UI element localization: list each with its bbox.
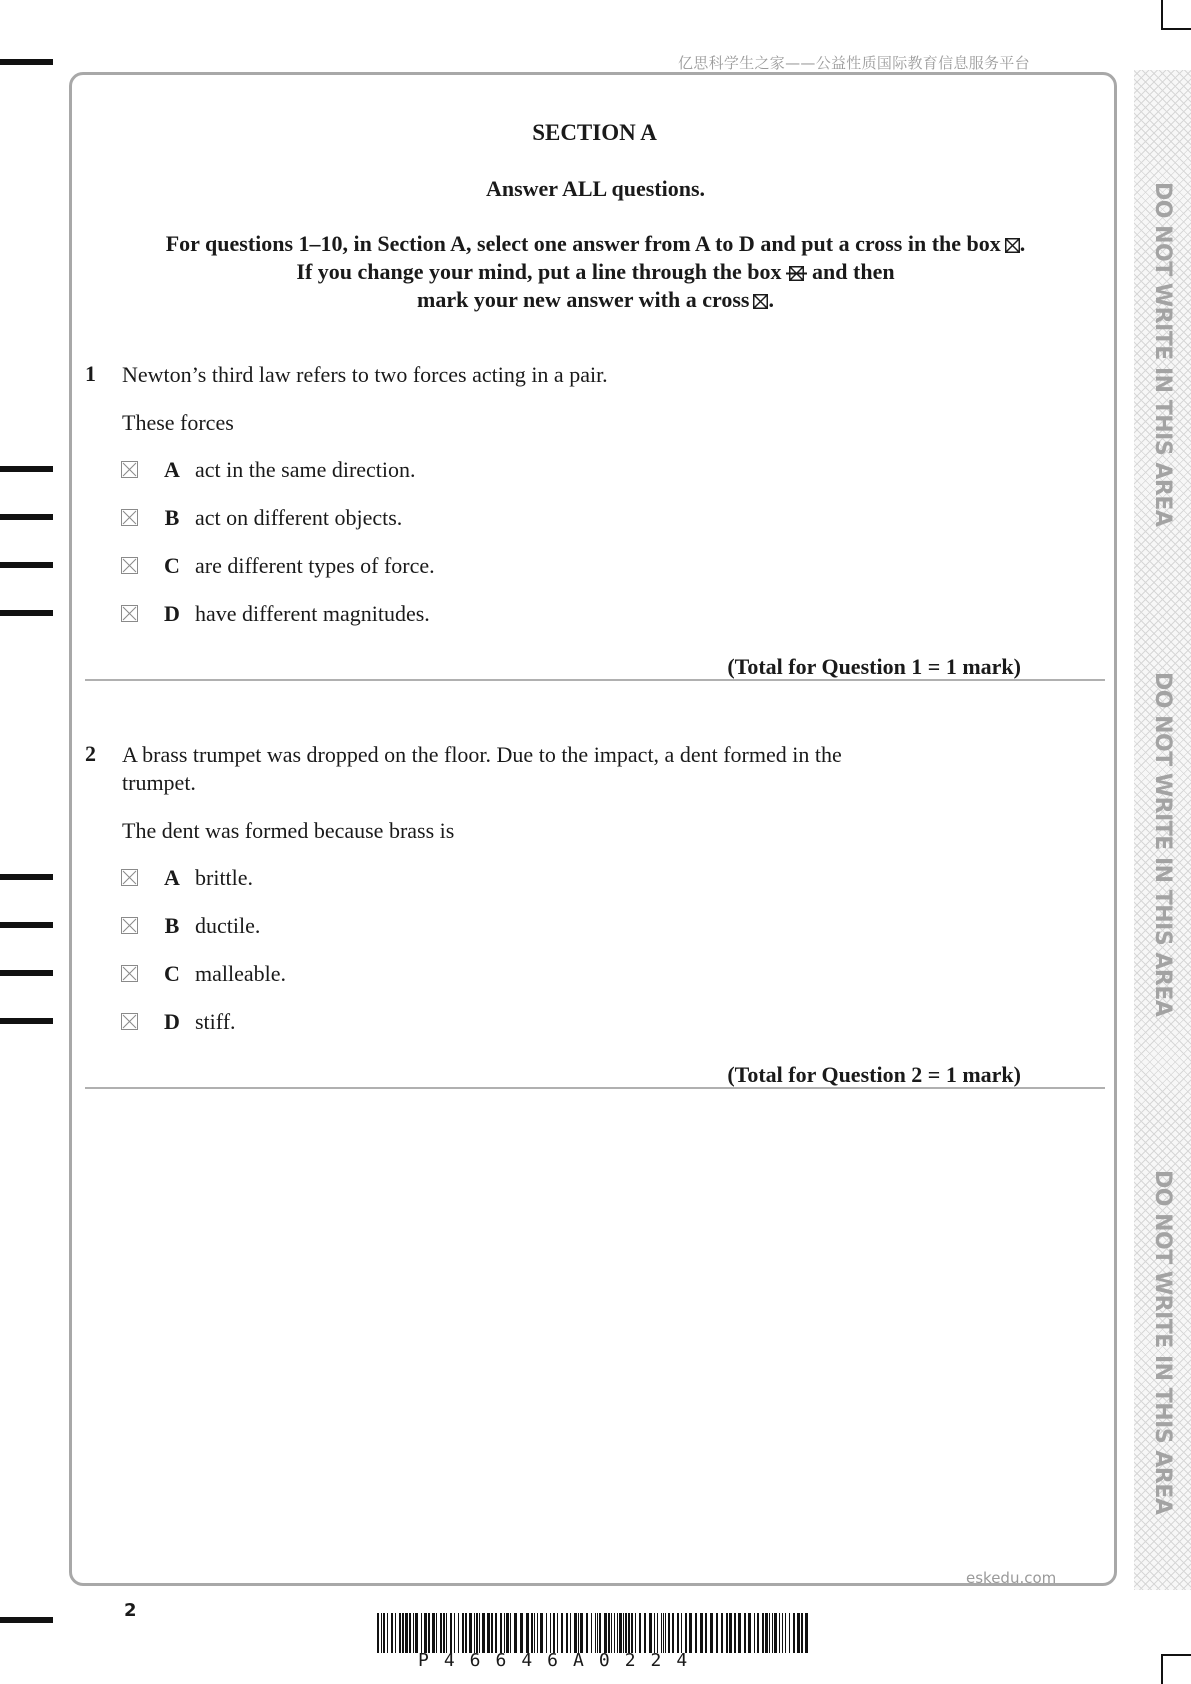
barcode-bar — [672, 1613, 674, 1653]
barcode-bar — [623, 1613, 624, 1653]
side-warning: DO NOT WRITE IN THIS AREA — [1150, 182, 1175, 527]
margin-tick — [0, 562, 53, 568]
barcode-bar — [782, 1613, 783, 1653]
barcode-bar — [716, 1613, 718, 1653]
option-text: act on different objects. — [195, 505, 403, 530]
barcode-bar — [695, 1613, 697, 1653]
barcode-bar — [510, 1613, 511, 1653]
barcode-bar — [726, 1613, 728, 1653]
barcode-bar — [578, 1613, 579, 1653]
option-text: have different magnitudes. — [195, 601, 430, 626]
barcode-bar — [774, 1613, 777, 1653]
question-stem-line: A brass trumpet was dropped on the floor. Due to the impact, a dent formed in the — [122, 742, 842, 767]
question-prompt: The dent was formed because brass is — [122, 818, 455, 843]
barcode-bar — [586, 1613, 588, 1653]
option-letter: A — [164, 457, 180, 482]
barcode-bar — [604, 1613, 607, 1653]
barcode-bar — [428, 1613, 430, 1653]
barcode-bar — [744, 1613, 746, 1653]
barcode-bar — [421, 1613, 422, 1653]
barcode-bar — [506, 1613, 509, 1653]
barcode-bar — [561, 1613, 563, 1653]
barcode-bar — [721, 1613, 723, 1653]
answer-checkbox-q1-a[interactable] — [121, 461, 138, 478]
barcode-bar — [625, 1613, 627, 1653]
barcode-bar — [738, 1613, 741, 1653]
barcode-bar — [553, 1613, 555, 1653]
margin-tick — [0, 610, 53, 616]
barcode-bar — [405, 1613, 408, 1653]
barcode-bar — [685, 1613, 687, 1653]
option-text: malleable. — [195, 961, 287, 986]
barcode-bar — [504, 1613, 505, 1653]
barcode-bar — [681, 1613, 682, 1653]
barcode-bar — [772, 1613, 773, 1653]
barcode-bar — [700, 1613, 703, 1653]
barcode-bar — [611, 1613, 612, 1653]
barcode-bar — [531, 1613, 533, 1653]
instruction-line-3: mark your new answer with a cross . — [417, 287, 774, 312]
instruction-main: Answer ALL questions. — [485, 176, 706, 201]
barcode-bar — [557, 1613, 558, 1653]
barcode-bar — [797, 1613, 800, 1653]
barcode-bar — [550, 1613, 551, 1653]
barcode-bar — [424, 1613, 427, 1653]
barcode-text: P46646A0224 — [418, 1650, 703, 1671]
margin-tick — [0, 922, 53, 928]
barcode-bar — [415, 1613, 418, 1653]
barcode-bar — [591, 1613, 592, 1653]
answer-checkbox-q2-d[interactable] — [121, 1013, 138, 1030]
barcode-bar — [779, 1613, 780, 1653]
side-warning: DO NOT WRITE IN THIS AREA — [1150, 672, 1175, 1017]
barcode-bar — [479, 1613, 480, 1653]
barcode-bar — [537, 1613, 538, 1653]
barcode-bar — [526, 1613, 529, 1653]
footer-watermark: eskedu.com — [966, 1569, 1057, 1587]
barcode-bar — [450, 1613, 452, 1653]
barcode-bar — [520, 1613, 523, 1653]
barcode-bar — [383, 1613, 385, 1653]
barcode-bar — [458, 1613, 459, 1653]
page-number: 2 — [124, 1600, 137, 1621]
barcode-bar — [413, 1613, 414, 1653]
margin-tick — [0, 874, 53, 880]
answer-checkbox-q2-a[interactable] — [121, 869, 138, 886]
barcode-bar — [454, 1613, 455, 1653]
crop-mark — [1161, 1654, 1191, 1656]
question-total: (Total for Question 2 = 1 mark) — [727, 1062, 1021, 1087]
instruction-line-2: If you change your mind, put a line through the box and then — [296, 259, 895, 284]
barcode-bar — [614, 1613, 615, 1653]
barcode-bar — [805, 1613, 808, 1653]
barcode-bar — [599, 1613, 601, 1653]
barcode-bar — [657, 1613, 658, 1653]
barcode-bar — [801, 1613, 803, 1653]
answer-checkbox-q1-d[interactable] — [121, 605, 138, 622]
barcode-bar — [381, 1613, 382, 1653]
barcode-bar — [540, 1613, 543, 1653]
barcode-bar — [500, 1613, 502, 1653]
option-text: ductile. — [195, 913, 261, 938]
option-letter: D — [164, 1009, 180, 1034]
option-letter: B — [164, 913, 180, 938]
barcode-bar — [462, 1613, 464, 1653]
barcode-bar — [546, 1613, 547, 1653]
barcode-bar — [734, 1613, 736, 1653]
option-letter: B — [164, 505, 180, 530]
struck-box-icon — [786, 266, 807, 281]
barcode-bar — [789, 1613, 790, 1653]
barcode-bar — [769, 1613, 770, 1653]
barcode-bar — [476, 1613, 478, 1653]
barcode — [377, 1613, 811, 1653]
answer-checkbox-q2-b[interactable] — [121, 917, 138, 934]
barcode-bar — [617, 1613, 618, 1653]
barcode-bar — [440, 1613, 442, 1653]
barcode-bar — [436, 1613, 437, 1653]
barcode-bar — [754, 1613, 755, 1653]
crop-mark — [1161, 1654, 1163, 1684]
barcode-bar — [443, 1613, 445, 1653]
question-number: 2 — [85, 741, 96, 766]
barcode-bar — [619, 1613, 622, 1653]
barcode-bar — [487, 1613, 490, 1653]
barcode-bar — [377, 1613, 379, 1653]
barcode-bar — [595, 1613, 596, 1653]
barcode-bar — [762, 1613, 764, 1653]
barcode-bar — [387, 1613, 388, 1653]
margin-tick — [0, 514, 53, 520]
barcode-bar — [663, 1613, 664, 1653]
barcode-bar — [574, 1613, 577, 1653]
barcode-bar — [399, 1613, 401, 1653]
barcode-bar — [432, 1613, 435, 1653]
margin-tick — [0, 59, 53, 65]
barcode-bar — [765, 1613, 768, 1653]
barcode-bar — [757, 1613, 759, 1653]
crop-mark — [1161, 0, 1163, 30]
crossed-box-icon — [753, 294, 768, 309]
barcode-bar — [793, 1613, 795, 1653]
question-divider — [85, 1087, 1105, 1089]
option-text: act in the same direction. — [195, 457, 416, 482]
barcode-bar — [495, 1613, 497, 1653]
answer-checkbox-q1-b[interactable] — [121, 509, 138, 526]
barcode-bar — [482, 1613, 485, 1653]
option-text: brittle. — [195, 865, 254, 890]
instructions — [0, 230, 1191, 314]
option-letter: C — [164, 961, 180, 986]
side-warning: DO NOT WRITE IN THIS AREA — [1150, 1170, 1175, 1515]
barcode-bar — [668, 1613, 670, 1653]
option-text: are different types of force. — [195, 553, 435, 578]
barcode-bar — [491, 1613, 493, 1653]
crossed-box-icon — [1005, 238, 1020, 253]
barcode-bar — [474, 1613, 475, 1653]
margin-tick — [0, 466, 53, 472]
margin-tick — [0, 970, 53, 976]
section-title: SECTION A — [532, 120, 657, 145]
barcode-bar — [689, 1613, 692, 1653]
question-prompt: These forces — [122, 410, 234, 435]
option-letter: D — [164, 601, 180, 626]
question-stem — [122, 741, 842, 797]
margin-tick — [0, 1018, 53, 1024]
instruction-line-1: For questions 1–10, in Section A, select one answer from A to D and put a cross in the box . — [165, 231, 1026, 256]
barcode-bar — [729, 1613, 732, 1653]
option-letter: A — [164, 865, 180, 890]
crop-mark — [1161, 28, 1191, 30]
barcode-bar — [644, 1613, 646, 1653]
barcode-bar — [785, 1613, 786, 1653]
question-stem-line: trumpet. — [122, 770, 196, 795]
barcode-bar — [395, 1613, 396, 1653]
watermark-text: 亿思科学生之家——公益性质国际教育信息服务平台 — [678, 54, 1030, 72]
barcode-bar — [597, 1613, 598, 1653]
barcode-bar — [710, 1613, 713, 1653]
barcode-bar — [677, 1613, 679, 1653]
barcode-bar — [514, 1613, 517, 1653]
question-divider — [85, 679, 1105, 681]
option-text: stiff. — [195, 1009, 236, 1034]
barcode-bar — [631, 1613, 633, 1653]
barcode-bar — [654, 1613, 655, 1653]
barcode-bar — [635, 1613, 636, 1653]
barcode-bar — [402, 1613, 404, 1653]
barcode-bar — [409, 1613, 411, 1653]
barcode-bar — [661, 1613, 662, 1653]
barcode-bar — [628, 1613, 630, 1653]
answer-checkbox-q2-c[interactable] — [121, 965, 138, 982]
barcode-bar — [705, 1613, 707, 1653]
barcode-bar — [566, 1613, 568, 1653]
barcode-bar — [469, 1613, 472, 1653]
barcode-bar — [580, 1613, 583, 1653]
question-total: (Total for Question 1 = 1 mark) — [727, 654, 1021, 679]
question-stem: Newton’s third law refers to two forces acting in a pair. — [122, 362, 608, 387]
question-number: 1 — [85, 361, 96, 386]
answer-checkbox-q1-c[interactable] — [121, 557, 138, 574]
barcode-bar — [639, 1613, 641, 1653]
barcode-bar — [446, 1613, 447, 1653]
barcode-bar — [608, 1613, 610, 1653]
barcode-bar — [748, 1613, 751, 1653]
barcode-bar — [665, 1613, 666, 1653]
barcode-bar — [534, 1613, 535, 1653]
barcode-bar — [649, 1613, 652, 1653]
barcode-bar — [391, 1613, 393, 1653]
option-letter: C — [164, 553, 180, 578]
margin-tick — [0, 1617, 53, 1623]
barcode-bar — [570, 1613, 571, 1653]
barcode-bar — [465, 1613, 467, 1653]
